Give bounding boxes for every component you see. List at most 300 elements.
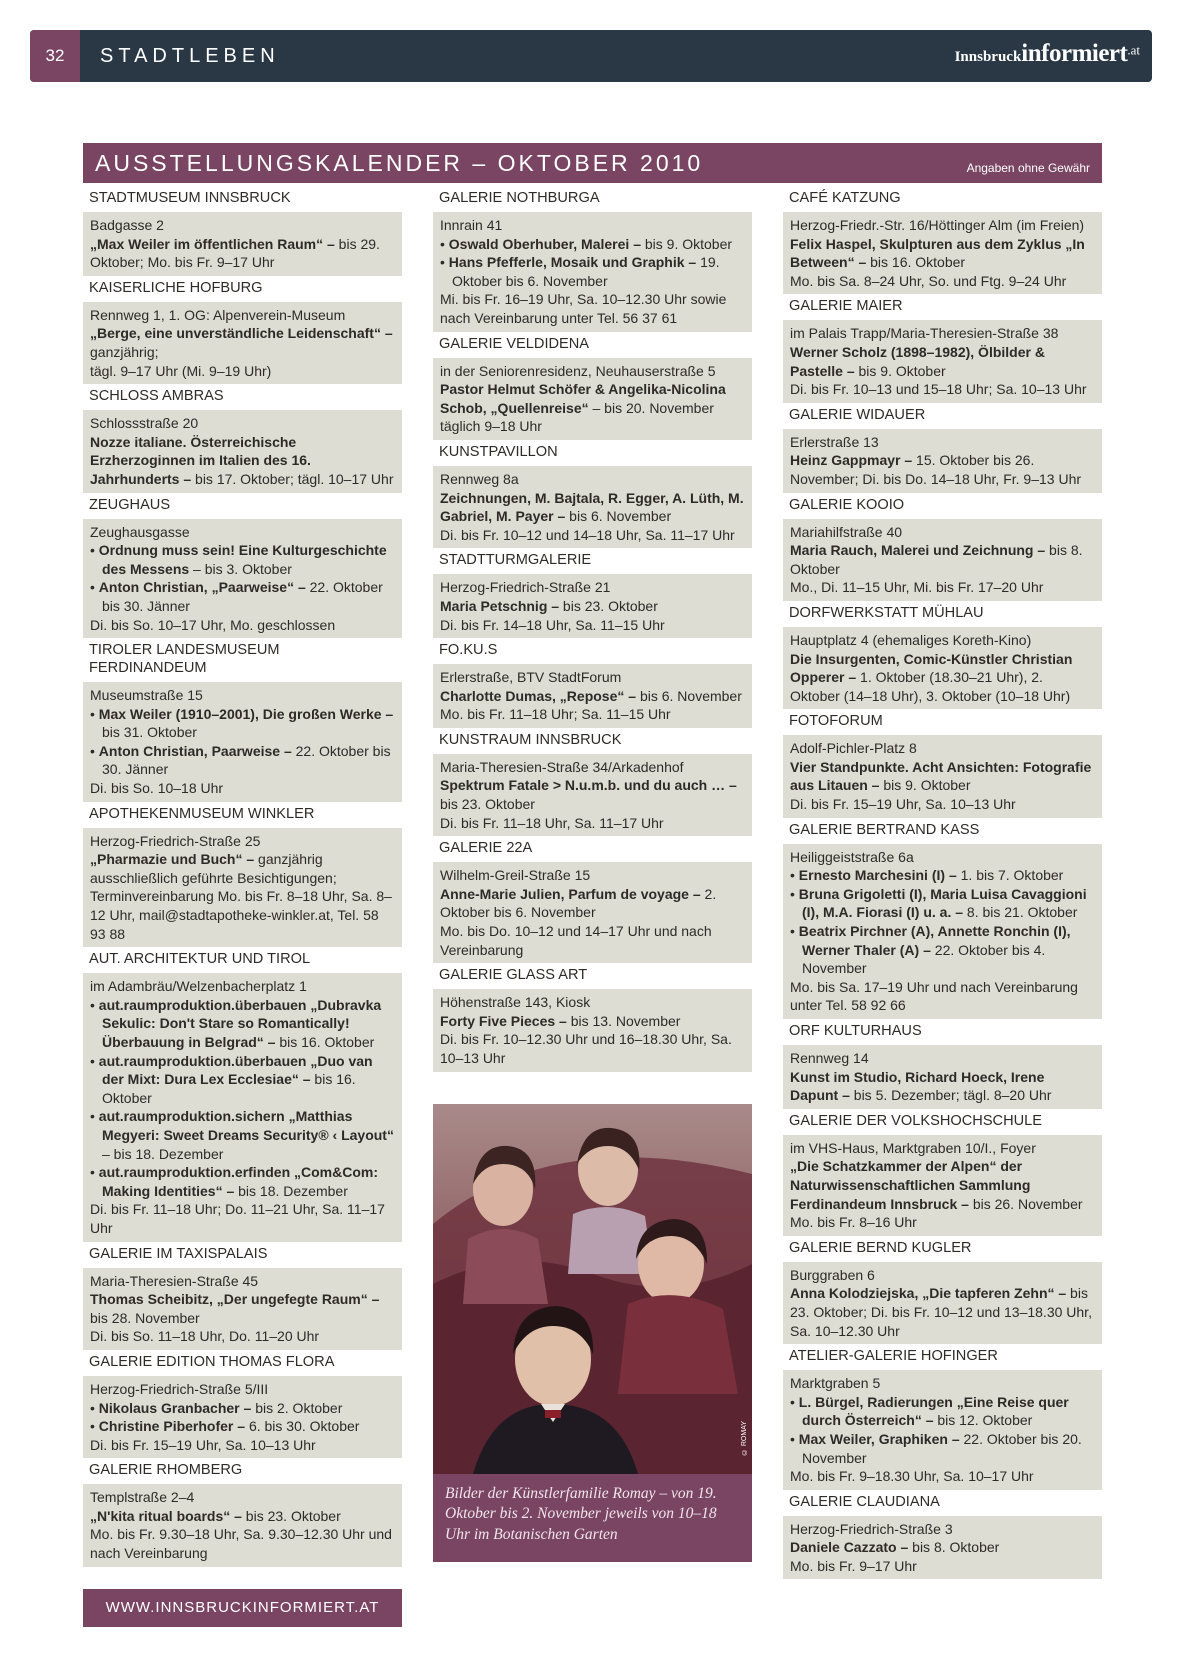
exhibition-title: Ordnung muss sein! Eine Kulturgeschichte des Messens xyxy=(98,542,387,577)
exhibition-title: Daniele Cazzato – xyxy=(790,1539,909,1556)
exhibition-dates: bis 8. Oktober xyxy=(908,1539,1000,1556)
detail-line xyxy=(790,739,1095,758)
detail-line xyxy=(440,993,745,1012)
detail-line xyxy=(440,290,745,327)
venue-entry xyxy=(433,836,752,963)
detail-text: Rennweg 8a xyxy=(440,470,519,487)
detail-line xyxy=(790,795,1095,814)
detail-line xyxy=(440,362,745,381)
venue-entry xyxy=(783,1490,1102,1580)
venue-details xyxy=(83,973,402,1241)
venue-details xyxy=(83,212,402,276)
detail-text: Di. bis Fr. 15–19 Uhr, Sa. 10–13 Uhr xyxy=(790,796,1016,813)
exhibition-dates: bis 8. Oktober xyxy=(790,542,1083,577)
venue-entry xyxy=(783,601,1102,709)
exhibition-title: „N'kita ritual boards“ – xyxy=(90,1507,242,1524)
exhibition-title: Beatrix Pirchner (A), Annette Ronchin (I), Werner Thaler (A) – xyxy=(798,923,1071,958)
venue-name: APOTHEKENMUSEUM WINKLER xyxy=(89,805,315,822)
exhibition-title: Christine Piberhofer – xyxy=(98,1418,246,1435)
brand-part-2: informiert xyxy=(1021,40,1128,67)
venue-details xyxy=(783,519,1102,601)
venue-details xyxy=(433,212,752,332)
detail-text: Mi. bis Fr. 16–19 Uhr, Sa. 10–12.30 Uhr sowie nach Vereinbarung unter Tel. 56 37 61 xyxy=(440,291,727,326)
detail-text: Mo. bis Fr. 11–18 Uhr; Sa. 11–15 Uhr xyxy=(440,706,671,723)
detail-line xyxy=(440,814,745,833)
venue-name: KAISERLICHE HOFBURG xyxy=(89,279,263,296)
column-3 xyxy=(783,186,1102,1579)
venue-entry xyxy=(783,709,1102,817)
detail-text: Heiliggeiststraße 6a xyxy=(790,848,914,865)
detail-line xyxy=(790,541,1095,578)
detail-text: Mo. bis Fr. 8–16 Uhr xyxy=(790,1214,917,1231)
detail-text: Erlerstraße 13 xyxy=(790,433,879,450)
venue-details xyxy=(83,1376,402,1458)
venue-name: GALERIE IM TAXISPALAIS xyxy=(89,1245,268,1262)
exhibition-title: Die Insurgenten, Comic-Künstler Christian Opperer – xyxy=(790,650,1073,686)
venue-entry xyxy=(83,493,402,639)
venue-details xyxy=(783,1516,1102,1580)
detail-line xyxy=(790,433,1095,452)
detail-line xyxy=(90,779,395,798)
detail-text: Museumstraße 15 xyxy=(90,687,203,704)
detail-text: Di. bis Fr. 10–12.30 Uhr und 16–18.30 Uhr, Sa. 10–13 Uhr xyxy=(440,1031,732,1066)
detail-text: Mo. bis Fr. 9–18.30 Uhr, Sa. 10–17 Uhr xyxy=(790,1468,1034,1485)
detail-text: Di. bis Fr. 11–18 Uhr; Do. 11–21 Uhr, Sa. 11–17 Uhr xyxy=(90,1201,385,1236)
page-number: 32 xyxy=(30,30,80,82)
venue-entry xyxy=(83,186,402,276)
exhibition-dates: bis 17. Oktober; tägl. 10–17 Uhr xyxy=(191,470,394,487)
venue-name: GALERIE RHOMBERG xyxy=(89,1462,243,1479)
detail-line xyxy=(440,470,745,489)
detail-text: Mo. bis Do. 10–12 und 14–17 Uhr und nach Vereinbarung xyxy=(440,923,712,958)
detail-text: im Palais Trapp/Maria-Theresien-Straße 38 xyxy=(790,325,1059,342)
exhibition-dates: bis 5. Dezember; tägl. 8–20 Uhr xyxy=(849,1087,1052,1104)
venue-details xyxy=(783,320,1102,402)
venue-entry xyxy=(433,186,752,332)
venue-details xyxy=(433,862,752,963)
romay-painting xyxy=(433,1104,752,1474)
venue-entry xyxy=(783,186,1102,294)
venue-details xyxy=(783,1262,1102,1344)
detail-line xyxy=(790,578,1095,597)
venue-details xyxy=(83,682,402,802)
venue-details xyxy=(83,302,402,384)
venue-entry xyxy=(433,440,752,548)
painting-image xyxy=(433,1104,752,1474)
detail-text: Herzog-Friedrich-Straße 5/III xyxy=(90,1380,269,1397)
painting-caption: Bilder der Künstlerfamilie Romay – von 19. Oktober bis 2. November jeweils von 10–18 Uhr im Botanischen Garten xyxy=(433,1474,752,1562)
exhibition-item xyxy=(90,996,395,1052)
venue-name: ZEUGHAUS xyxy=(89,496,171,513)
venue-entry xyxy=(83,276,402,384)
detail-line xyxy=(90,1380,395,1399)
venue-entry xyxy=(783,818,1102,1019)
venue-entry xyxy=(83,1350,402,1458)
detail-text: Maria-Theresien-Straße 34/Arkadenhof xyxy=(440,758,684,775)
venue-entry xyxy=(783,1236,1102,1344)
detail-text: Maria-Theresien-Straße 45 xyxy=(90,1272,259,1289)
disclaimer-note: Angaben ohne Gewähr xyxy=(966,161,1090,175)
exhibition-title: Felix Haspel, Skulpturen aus dem Zyklus „In Between“ – xyxy=(790,235,1085,271)
exhibition-dates: 8. bis 21. Oktober xyxy=(963,904,1078,921)
detail-line xyxy=(90,1507,395,1526)
venue-name: KUNSTRAUM INNSBRUCK xyxy=(439,731,622,748)
venue-name: GALERIE VELDIDENA xyxy=(439,335,590,352)
detail-text: tägl. 9–17 Uhr (Mi. 9–19 Uhr) xyxy=(90,362,272,379)
exhibition-title: aut.raumproduktion.erfinden „Com&Com: Making Identities“ – xyxy=(98,1164,379,1199)
exhibition-dates: ganzjährig; xyxy=(90,343,159,360)
detail-line xyxy=(790,1284,1095,1340)
exhibition-title: Kunst im Studio, Richard Hoeck, Irene Dapunt – xyxy=(790,1068,1045,1104)
detail-line xyxy=(90,1290,395,1327)
venue-entry xyxy=(783,403,1102,493)
detail-text: in der Seniorenresidenz, Neuhauserstraße 5 xyxy=(440,362,716,379)
detail-line xyxy=(790,758,1095,795)
exhibition-dates: 6. bis 30. Oktober xyxy=(245,1418,360,1435)
detail-text: Rennweg 1, 1. OG: Alpenverein-Museum xyxy=(90,306,346,323)
exhibition-dates: 22. Oktober bis 20. November xyxy=(802,1430,1082,1466)
exhibition-item xyxy=(440,235,745,254)
detail-line xyxy=(440,578,745,597)
exhibition-title: Pastor Helmut Schöfer & Angelika-Nicolina Schob, „Quellenreise“ xyxy=(440,381,726,416)
exhibition-title: Anna Kolodziejska, „Die tapferen Zehn“ – xyxy=(790,1285,1067,1302)
exhibition-title: aut.raumproduktion.überbauen „Dubravka Sekulic: Don't Stare so Romantically! Überbauung in Belgrad“ – xyxy=(98,996,382,1050)
detail-line xyxy=(790,235,1095,272)
detail-line xyxy=(440,1012,745,1031)
venue-name: GALERIE DER VOLKSHOCHSCHULE xyxy=(789,1112,1043,1129)
venue-entry xyxy=(83,947,402,1241)
detail-line xyxy=(440,776,745,813)
exhibition-dates: bis 23. Oktober xyxy=(241,1507,341,1524)
exhibition-dates: bis 23. Oktober; Di. bis Fr. 10–12 und 13–18.30 Uhr, Sa. 10–12.30 Uhr xyxy=(790,1285,1092,1339)
detail-line xyxy=(440,216,745,235)
website-link[interactable]: WWW.INNSBRUCKINFORMIERT.AT xyxy=(83,1589,402,1627)
detail-text: Di. bis So. 10–17 Uhr, Mo. geschlossen xyxy=(90,616,336,633)
exhibition-dates: bis 16. Oktober xyxy=(102,1071,356,1106)
exhibition-title: Zeichnungen, M. Bajtala, R. Egger, A. Lüth, M. Gabriel, M. Payer – xyxy=(440,489,744,525)
column-1 xyxy=(83,186,402,1627)
venue-entry xyxy=(433,963,752,1071)
detail-text: Mariahilfstraße 40 xyxy=(790,523,903,540)
exhibition-item xyxy=(790,885,1095,922)
detail-text: Di. bis So. 10–18 Uhr xyxy=(90,780,224,797)
detail-line xyxy=(790,272,1095,291)
exhibition-dates: bis 31. Oktober xyxy=(102,724,197,741)
detail-line xyxy=(790,848,1095,867)
exhibition-item xyxy=(90,742,395,779)
detail-line xyxy=(440,687,745,706)
calendar-banner xyxy=(83,143,1102,183)
detail-line xyxy=(440,866,745,885)
venue-entry xyxy=(83,638,402,802)
exhibition-title: Hans Pfefferle, Mosaik und Graphik – xyxy=(448,254,697,271)
exhibition-dates: bis 23. Oktober xyxy=(440,796,535,813)
detail-line xyxy=(440,597,745,616)
detail-text: Di. bis Fr. 10–12 und 14–18 Uhr, Sa. 11–17 Uhr xyxy=(440,526,735,543)
detail-line xyxy=(90,235,395,272)
detail-line xyxy=(440,922,745,959)
detail-line xyxy=(790,1374,1095,1393)
exhibition-dates: 22. Oktober bis 30. Jänner xyxy=(102,579,383,614)
exhibition-dates: bis 29. Oktober; Mo. bis Fr. 9–17 Uhr xyxy=(90,235,380,271)
exhibition-item xyxy=(440,253,745,290)
detail-line xyxy=(90,1327,395,1346)
exhibition-title: Spektrum Fatale > N.u.m.b. und du auch … – xyxy=(440,777,737,794)
exhibition-item xyxy=(790,1393,1095,1430)
detail-text: Herzog-Friedrich-Straße 21 xyxy=(440,579,611,596)
exhibition-item xyxy=(90,1417,395,1436)
exhibition-title: Ernesto Marchesini (I) – xyxy=(798,867,957,884)
detail-line xyxy=(90,1436,395,1455)
venue-details xyxy=(783,429,1102,493)
venue-entry xyxy=(783,1109,1102,1236)
section-title: STADTLEBEN xyxy=(100,45,280,67)
venue-name: KUNSTPAVILLON xyxy=(439,443,558,460)
detail-line xyxy=(90,306,395,325)
detail-line xyxy=(440,705,745,724)
exhibition-title: „Max Weiler im öffentlichen Raum“ – xyxy=(90,235,335,252)
exhibition-dates: 1. Oktober (18.30–21 Uhr), 2. Oktober (14–18 Uhr), 3. Oktober (10–18 Uhr) xyxy=(790,669,1071,704)
venue-name: ATELIER-GALERIE HOFINGER xyxy=(789,1348,998,1365)
brand-part-1: Innsbruck xyxy=(954,49,1022,65)
exhibition-title: Nozze italiane. Österreichische Erzherzoginnen im Italien des 16. Jahrhunderts – xyxy=(90,433,311,487)
exhibition-dates: bis 9. Oktober xyxy=(879,777,971,794)
brand-part-3: .at xyxy=(1127,42,1140,58)
detail-text: Di. bis Fr. 14–18 Uhr, Sa. 11–15 Uhr xyxy=(440,616,665,633)
exhibition-dates: bis 23. Oktober xyxy=(559,597,658,614)
venue-details xyxy=(783,1135,1102,1236)
detail-text: Herzog-Friedrich-Straße 25 xyxy=(90,832,261,849)
detail-text: Schlossstraße 20 xyxy=(90,415,199,432)
exhibition-dates: 15. Oktober bis 26. November; Di. bis Do. 14–18 Uhr, Fr. 9–13 Uhr xyxy=(790,452,1082,487)
detail-text: Zeughausgasse xyxy=(90,523,190,540)
exhibition-item xyxy=(90,705,395,742)
detail-line xyxy=(90,616,395,635)
detail-line xyxy=(790,1467,1095,1486)
exhibition-title: „Die Schatzkammer der Alpen“ der Naturwissenschaftlichen Sammlung Ferdinandeum Innsbruck – xyxy=(790,1158,1031,1212)
exhibition-dates: bis 12. Oktober xyxy=(933,1412,1033,1429)
exhibition-title: Anne-Marie Julien, Parfum de voyage – xyxy=(440,885,701,902)
exhibition-title: Werner Scholz (1898–1982), Ölbilder & Pastelle – xyxy=(790,343,1045,379)
exhibition-title: Oswald Oberhuber, Malerei – xyxy=(448,235,641,252)
venue-details xyxy=(83,828,402,948)
detail-text: Di. bis So. 11–18 Uhr, Do. 11–20 Uhr xyxy=(90,1328,320,1345)
exhibition-dates: 2. Oktober bis 6. November xyxy=(440,885,717,921)
detail-text: Mo., Di. 11–15 Uhr, Mi. bis Fr. 17–20 Uhr xyxy=(790,579,1044,596)
venue-name: GALERIE BERND KUGLER xyxy=(789,1239,972,1256)
detail-line xyxy=(790,523,1095,542)
venue-details xyxy=(433,754,752,836)
detail-text: Burggraben 6 xyxy=(790,1266,875,1283)
venue-name: GALERIE EDITION THOMAS FLORA xyxy=(89,1353,335,1370)
detail-line xyxy=(90,1488,395,1507)
detail-text: Herzog-Friedrich-Straße 3 xyxy=(790,1520,953,1537)
venue-details xyxy=(433,664,752,728)
detail-line xyxy=(790,343,1095,380)
venue-name: GALERIE 22A xyxy=(439,840,533,857)
copyright-note: © ROMAY xyxy=(741,1421,748,1456)
venue-name: STADTTURMGALERIE xyxy=(439,552,592,569)
detail-line xyxy=(440,885,745,922)
detail-line xyxy=(790,1049,1095,1068)
venue-details xyxy=(783,1045,1102,1109)
exhibition-dates: – bis 20. November täglich 9–18 Uhr xyxy=(440,399,714,435)
detail-line xyxy=(790,1538,1095,1557)
detail-text: Mo. bis Sa. 17–19 Uhr und nach Vereinbarung unter Tel. 58 92 66 xyxy=(790,978,1078,1014)
exhibition-dates: bis 16. Oktober xyxy=(275,1034,375,1050)
exhibition-title: „Pharmazie und Buch“ – xyxy=(90,851,255,868)
exhibition-title: Thomas Scheibitz, „Der ungefegte Raum“ – xyxy=(90,1291,380,1308)
venue-name: GALERIE GLASS ART xyxy=(439,967,588,984)
exhibition-title: Max Weiler (1910–2001), Die großen Werke – xyxy=(98,705,394,722)
exhibition-title: Maria Petschnig – xyxy=(440,597,560,614)
venue-entry xyxy=(83,1242,402,1350)
exhibition-item xyxy=(90,541,395,578)
exhibition-title: aut.raumproduktion.sichern „Matthias Megyeri: Sweet Dreams Security® ‹ Layout“ xyxy=(98,1108,394,1143)
exhibition-dates: – bis 3. Oktober xyxy=(189,560,292,577)
exhibition-dates: bis 9. Oktober xyxy=(640,235,733,252)
detail-text: Templstraße 2–4 xyxy=(90,1489,195,1506)
exhibition-dates: bis 6. November xyxy=(636,687,742,704)
detail-line xyxy=(790,650,1095,706)
detail-text: Di. bis Fr. 15–19 Uhr, Sa. 10–13 Uhr xyxy=(90,1436,316,1453)
exhibition-dates: bis 2. Oktober xyxy=(251,1399,343,1416)
detail-text: Mo. bis Fr. 9–17 Uhr xyxy=(790,1557,917,1574)
detail-line xyxy=(790,1068,1095,1105)
exhibition-dates: 19. Oktober bis 6. November xyxy=(452,254,720,289)
exhibition-dates: bis 26. November xyxy=(968,1195,1083,1212)
exhibition-title: L. Bürgel, Radierungen „Eine Reise quer durch Österreich“ – xyxy=(798,1393,1069,1429)
exhibition-dates: bis 16. Oktober xyxy=(866,254,966,271)
detail-text: Mo. bis Sa. 8–24 Uhr, So. und Ftg. 9–24 Uhr xyxy=(790,272,1067,289)
detail-text: Rennweg 14 xyxy=(790,1050,869,1066)
venue-entry xyxy=(783,493,1102,601)
venue-details xyxy=(783,844,1102,1019)
exhibition-item xyxy=(790,866,1095,885)
venue-entry xyxy=(433,638,752,728)
detail-line xyxy=(440,526,745,545)
venue-name: FO.KU.S xyxy=(439,642,498,659)
brand-logo xyxy=(955,40,1140,68)
venue-entry xyxy=(433,548,752,638)
venue-name: GALERIE KOOIO xyxy=(789,496,905,513)
exhibition-title: Vier Standpunkte. Acht Ansichten: Fotografie aus Litauen – xyxy=(790,758,1092,794)
venue-details xyxy=(83,410,402,492)
detail-line xyxy=(90,1200,395,1237)
detail-line xyxy=(790,978,1095,1015)
venue-entry xyxy=(783,294,1102,402)
detail-text: Wilhelm-Greil-Straße 15 xyxy=(440,867,591,884)
venue-details xyxy=(783,627,1102,709)
detail-line xyxy=(790,1213,1095,1232)
exhibition-title: Forty Five Pieces – xyxy=(440,1012,567,1029)
venue-name: GALERIE BERTRAND KASS xyxy=(789,821,980,838)
detail-line xyxy=(790,1266,1095,1285)
detail-line xyxy=(790,324,1095,343)
detail-line xyxy=(440,489,745,526)
venue-details xyxy=(433,989,752,1071)
venue-name: AUT. ARCHITEKTUR UND TIROL xyxy=(89,951,311,968)
detail-line xyxy=(440,1030,745,1067)
detail-line xyxy=(790,1157,1095,1213)
venue-details xyxy=(83,1484,402,1566)
exhibition-dates: 22. Oktober bis 30. Jänner xyxy=(102,742,391,778)
detail-text: Mo. bis Fr. 9.30–18 Uhr, Sa. 9.30–12.30 Uhr und nach Vereinbarung xyxy=(90,1526,392,1562)
detail-line xyxy=(90,523,395,542)
exhibition-dates: bis 18. Dezember xyxy=(234,1182,348,1199)
detail-line xyxy=(90,686,395,705)
detail-line xyxy=(790,1139,1095,1158)
venue-name: SCHLOSS AMBRAS xyxy=(89,388,224,405)
detail-line xyxy=(790,451,1095,488)
detail-text: Innrain 41 xyxy=(440,217,503,233)
venue-name: TIROLER LANDESMUSEUM FERDINANDEUM xyxy=(89,642,280,677)
detail-line xyxy=(90,324,395,361)
exhibition-title: Heinz Gappmayr – xyxy=(790,452,913,469)
venue-details xyxy=(83,519,402,639)
exhibition-title: Maria Rauch, Malerei und Zeichnung – xyxy=(790,542,1046,559)
detail-text: Marktgraben 5 xyxy=(790,1375,881,1392)
detail-line xyxy=(790,1557,1095,1576)
detail-line xyxy=(440,668,745,687)
venue-name: GALERIE WIDAUER xyxy=(789,406,926,423)
exhibition-dates: bis 9. Oktober xyxy=(854,362,946,379)
venue-details xyxy=(83,1268,402,1350)
detail-line xyxy=(90,977,395,996)
exhibition-title: Bruna Grigoletti (I), Maria Luisa Cavaggioni (I), M.A. Fiorasi (I) u. a. – xyxy=(798,885,1087,921)
detail-line xyxy=(440,380,745,436)
venue-details xyxy=(433,466,752,548)
venue-details xyxy=(433,358,752,440)
detail-text: Adolf-Pichler-Platz 8 xyxy=(790,740,917,757)
venue-entry xyxy=(433,728,752,836)
exhibition-title: aut.raumproduktion.überbauen „Duo van der Mixt: Dura Lex Ecclesiae“ – xyxy=(98,1052,373,1088)
exhibition-item xyxy=(790,922,1095,978)
detail-line xyxy=(90,1525,395,1562)
detail-line xyxy=(90,216,395,235)
detail-line xyxy=(440,758,745,777)
venue-name: FOTOFORUM xyxy=(789,713,883,730)
venue-details xyxy=(783,212,1102,294)
venue-name: GALERIE NOTHBURGA xyxy=(439,190,600,206)
detail-text: Höhenstraße 143, Kiosk xyxy=(440,994,591,1011)
page-header xyxy=(30,30,1152,82)
detail-line xyxy=(90,362,395,381)
exhibition-title: Charlotte Dumas, „Repose“ – xyxy=(440,687,637,704)
exhibition-item xyxy=(90,1399,395,1418)
detail-text: Herzog-Friedr.-Str. 16/Höttinger Alm (im Freien) xyxy=(790,217,1085,233)
detail-text: im Adambräu/Welzenbacherplatz 1 xyxy=(90,978,307,995)
detail-line xyxy=(90,433,395,489)
venue-entry xyxy=(83,384,402,492)
detail-text: Di. bis Fr. 11–18 Uhr, Sa. 11–17 Uhr xyxy=(440,814,664,831)
detail-line xyxy=(90,832,395,851)
exhibition-item xyxy=(90,1163,395,1200)
venue-details xyxy=(783,1370,1102,1490)
exhibition-dates: bis 13. November xyxy=(566,1012,681,1029)
venue-entry xyxy=(83,802,402,948)
venue-entry xyxy=(783,1344,1102,1490)
exhibition-dates: 1. bis 7. Oktober xyxy=(956,867,1064,884)
detail-line xyxy=(90,414,395,433)
venue-entry xyxy=(83,1458,402,1566)
exhibition-item xyxy=(90,1107,395,1163)
detail-text: Di. bis Fr. 10–13 und 15–18 Uhr; Sa. 10–13 Uhr xyxy=(790,381,1087,398)
venue-details xyxy=(433,574,752,638)
exhibition-dates: ganzjährig ausschließlich geführte Besichtigungen; Terminvereinbarung Mo. bis Fr. 8–18 Uhr, Sa. 8–12 Uhr, mail@stadtapotheke-winkler.at, Tel. 58 93 88 xyxy=(90,851,392,942)
exhibition-title: Anton Christian, Paarweise – xyxy=(98,742,292,759)
venue-name: STADTMUSEUM INNSBRUCK xyxy=(89,190,291,206)
